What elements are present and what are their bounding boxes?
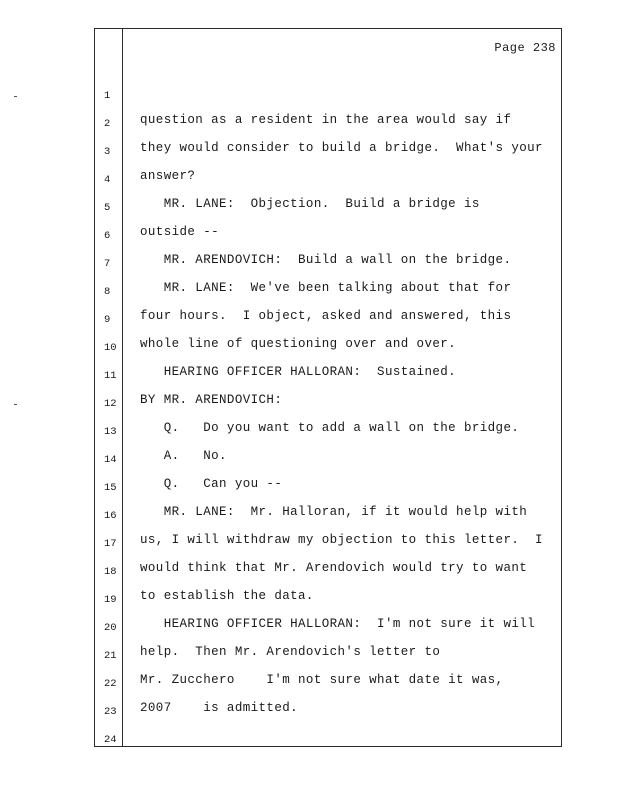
line-number: 21	[104, 650, 117, 662]
line-text: answer?	[140, 169, 196, 183]
line-number: 12	[104, 398, 117, 410]
line-number: 13	[104, 426, 117, 438]
line-text: Mr. Zucchero I'm not sure what date it was,	[140, 673, 504, 687]
line-number: 7	[104, 258, 111, 270]
line-number: 18	[104, 566, 117, 578]
line-text: four hours. I object, asked and answered, this	[140, 309, 512, 323]
transcript-line	[94, 704, 562, 746]
line-text: help. Then Mr. Arendovich's letter to	[140, 645, 441, 659]
line-number: 8	[104, 286, 111, 298]
line-number: 24	[104, 734, 117, 746]
line-text: HEARING OFFICER HALLORAN: I'm not sure it will	[140, 617, 536, 631]
scan-speck	[14, 96, 17, 97]
line-number: 22	[104, 678, 117, 690]
line-number: 17	[104, 538, 117, 550]
line-number: 2	[104, 118, 111, 130]
line-number: 14	[104, 454, 117, 466]
transcript-body	[94, 60, 562, 746]
line-number: 3	[104, 146, 111, 158]
line-number: 16	[104, 510, 117, 522]
line-text: outside --	[140, 225, 220, 239]
line-number: 1	[104, 90, 111, 102]
scan-speck	[14, 404, 17, 405]
line-text: whole line of questioning over and over.	[140, 337, 457, 351]
line-number: 15	[104, 482, 117, 494]
line-text: question as a resident in the area would say if	[140, 113, 512, 127]
line-number: 5	[104, 202, 111, 214]
line-text: BY MR. ARENDOVICH:	[140, 393, 283, 407]
line-number: 4	[104, 174, 111, 186]
line-number: 10	[104, 342, 117, 354]
line-text: Q. Do you want to add a wall on the bridge.	[140, 421, 520, 435]
line-text: us, I will withdraw my objection to this letter. I	[140, 533, 543, 547]
line-text: A. No.	[140, 449, 227, 463]
line-text: MR. LANE: We've been talking about that for	[140, 281, 512, 295]
line-number: 23	[104, 706, 117, 718]
line-text: would think that Mr. Arendovich would try to want	[140, 561, 528, 575]
line-number: 11	[104, 370, 117, 382]
line-text: 2007 is admitted.	[140, 701, 299, 715]
line-text: HEARING OFFICER HALLORAN: Sustained.	[140, 365, 457, 379]
line-text: MR. ARENDOVICH: Build a wall on the bridge.	[140, 253, 512, 267]
transcript-line	[94, 60, 562, 127]
page-number: Page 238	[494, 41, 556, 55]
line-text: Q. Can you --	[140, 477, 283, 491]
line-text: MR. LANE: Mr. Halloran, if it would help with	[140, 505, 528, 519]
line-number: 6	[104, 230, 111, 242]
line-text: they would consider to build a bridge. What's your	[140, 141, 543, 155]
line-number: 9	[104, 314, 111, 326]
line-number: 19	[104, 594, 117, 606]
line-text: MR. LANE: Objection. Build a bridge is	[140, 197, 480, 211]
line-text: to establish the data.	[140, 589, 314, 603]
line-number: 20	[104, 622, 117, 634]
